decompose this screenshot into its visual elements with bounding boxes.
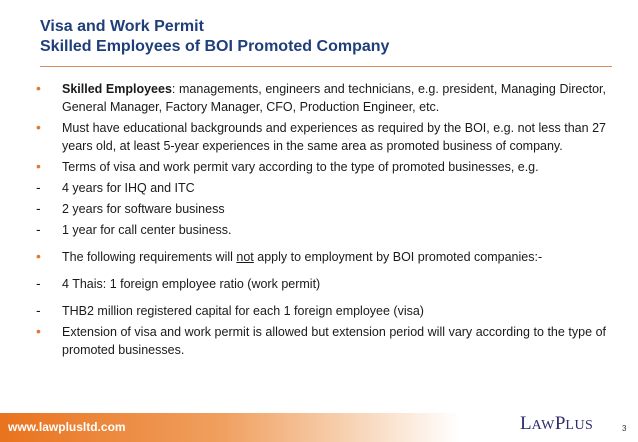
logo-letter-l: L bbox=[520, 413, 532, 434]
dash-icon: - bbox=[36, 221, 41, 237]
list-item-terms bbox=[36, 158, 606, 176]
content-list bbox=[36, 80, 606, 362]
list-item-registered-capital bbox=[36, 302, 606, 320]
list-item-call-center bbox=[36, 221, 606, 239]
slide-title bbox=[40, 17, 600, 57]
logo-letters-lus: LUS bbox=[565, 418, 594, 433]
bold-lead: Skilled Employees bbox=[62, 82, 172, 96]
item-text: Must have educational backgrounds and experiences as required by the BOI, e.g. not less than 27 years old, at least 5-year experiences in the same area as promoted business of company. bbox=[62, 121, 606, 153]
list-item-education-requirements bbox=[36, 119, 606, 155]
item-text-before: The following requirements will bbox=[62, 250, 237, 264]
bullet-icon: • bbox=[36, 119, 41, 135]
dash-icon: - bbox=[36, 179, 41, 195]
footer-url: www.lawplusltd.com bbox=[8, 420, 126, 434]
list-item-extension bbox=[36, 323, 606, 359]
item-text: 4 Thais: 1 foreign employee ratio (work permit) bbox=[62, 277, 321, 291]
dash-icon: - bbox=[36, 200, 41, 216]
title-line-2: Skilled Employees of BOI Promoted Company bbox=[40, 38, 390, 55]
list-item-skilled-employees bbox=[36, 80, 606, 116]
dash-icon: - bbox=[36, 302, 41, 318]
bullet-icon: • bbox=[36, 80, 41, 96]
lawplus-logo bbox=[520, 411, 593, 439]
item-text: Terms of visa and work permit vary according to the type of promoted businesses, e.g. bbox=[62, 160, 539, 174]
item-text: 2 years for software business bbox=[62, 202, 225, 216]
title-line-1: Visa and Work Permit bbox=[40, 18, 204, 35]
item-text: THB2 million registered capital for each 1 foreign employee (visa) bbox=[62, 304, 424, 318]
list-item-requirements-not-apply bbox=[36, 248, 606, 266]
bullet-icon: • bbox=[36, 323, 41, 339]
logo-letters-aw: AW bbox=[531, 418, 555, 433]
item-text: 4 years for IHQ and ITC bbox=[62, 181, 195, 195]
underlined-word: not bbox=[236, 250, 254, 264]
page-number: 3 bbox=[622, 424, 627, 433]
item-text: Extension of visa and work permit is allowed but extension period will vary according to the type of promoted businesses. bbox=[62, 325, 606, 357]
bullet-icon: • bbox=[36, 158, 41, 174]
list-item-thai-ratio bbox=[36, 275, 606, 293]
dash-icon: - bbox=[36, 275, 41, 291]
title-divider bbox=[40, 66, 612, 67]
item-text-after: apply to employment by BOI promoted companies:- bbox=[253, 250, 543, 264]
list-item-ihq-itc bbox=[36, 179, 606, 197]
item-text: 1 year for call center business. bbox=[62, 223, 232, 237]
bullet-icon: • bbox=[36, 248, 41, 264]
list-item-software bbox=[36, 200, 606, 218]
item-text: : managements, engineers and technicians, e.g. president, Managing Director, General Manager, Factory Manager, CFO, Production Engineer, etc. bbox=[62, 82, 606, 114]
logo-letter-p: P bbox=[554, 413, 566, 434]
